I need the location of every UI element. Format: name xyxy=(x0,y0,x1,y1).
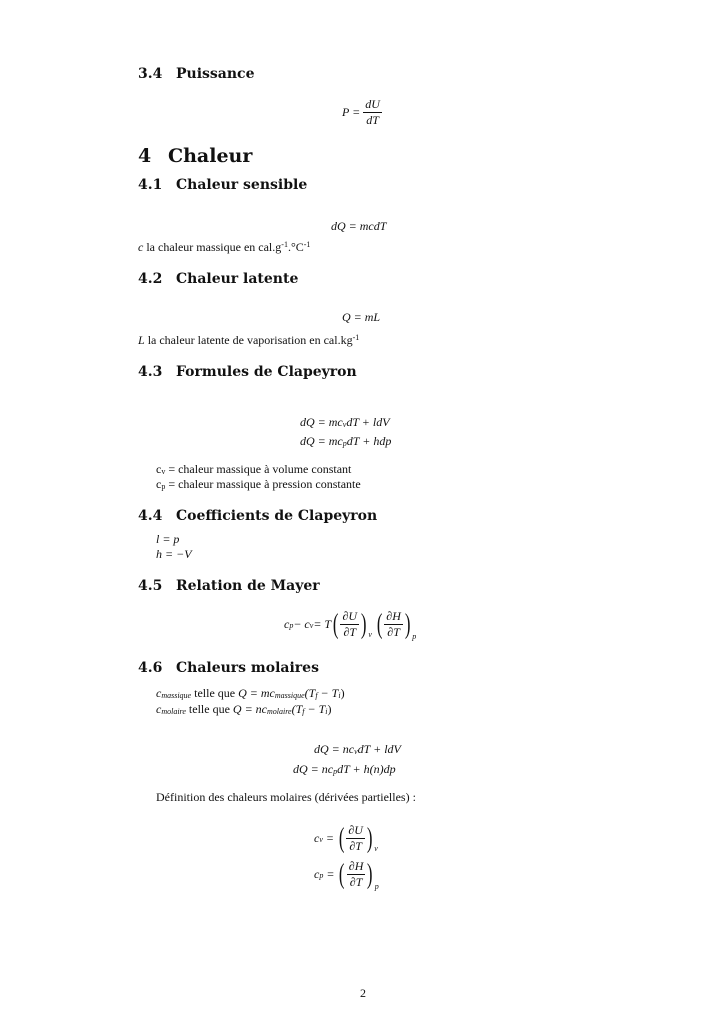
subscript: v xyxy=(161,467,166,476)
section-heading-4 xyxy=(138,145,252,167)
eq-part: (T xyxy=(304,686,316,700)
cv-definition xyxy=(156,462,351,477)
subscript: p xyxy=(333,767,338,776)
variable: c xyxy=(138,240,144,254)
eq-part: dT + ldV xyxy=(357,742,401,756)
subscript: f xyxy=(302,707,305,716)
subscript: massique xyxy=(161,691,192,700)
definition-text: la chaleur latente de vaporisation en cal.kg xyxy=(144,333,353,347)
exponent: -1 xyxy=(352,333,360,342)
unit-text: .°C xyxy=(287,240,304,254)
eq-part: (T xyxy=(291,702,303,716)
section-number: 4.4 xyxy=(138,508,163,524)
variable: c xyxy=(156,477,162,491)
eq-lhs: P = xyxy=(342,105,361,119)
section-heading-4-1 xyxy=(138,177,307,193)
latent-heat-definition xyxy=(138,333,359,348)
subscript: p xyxy=(374,882,379,891)
section-number: 4.2 xyxy=(138,271,163,287)
left-paren: ( xyxy=(376,608,383,640)
eq-part: dT + h(n)dp xyxy=(337,762,396,776)
definition-text: = chaleur massique à pression constante xyxy=(165,477,361,491)
coefficient-h: h = −V xyxy=(156,547,192,561)
mayer-equation xyxy=(284,610,416,639)
section-title: Coefficients de Clapeyron xyxy=(176,508,378,524)
clapeyron-equation-2 xyxy=(300,434,391,449)
subscript: i xyxy=(338,691,341,700)
section-title: Relation de Mayer xyxy=(176,578,320,594)
exponent: -1 xyxy=(303,240,311,249)
section-title: Chaleur xyxy=(168,145,253,167)
subscript: i xyxy=(325,707,328,716)
eq-part: c xyxy=(284,617,290,631)
section-number: 4.5 xyxy=(138,578,163,594)
subscript: v xyxy=(342,420,347,429)
power-equation xyxy=(342,98,382,127)
numerator: ∂U xyxy=(348,823,363,837)
cp-definition xyxy=(156,477,361,492)
subscript: molaire xyxy=(161,707,186,716)
fraction xyxy=(384,610,403,639)
section-title: Puissance xyxy=(176,66,255,82)
subscript: v xyxy=(309,621,314,630)
numerator: ∂H xyxy=(348,859,364,873)
sensible-heat-definition xyxy=(138,240,310,255)
definition-text: la chaleur massique en cal.g xyxy=(143,240,282,254)
subscript: p xyxy=(319,871,324,880)
subscript: f xyxy=(315,691,318,700)
eq-part: dQ = nc xyxy=(314,742,355,756)
eq-part: c xyxy=(314,867,320,881)
subscript: v xyxy=(319,835,323,844)
c-massique-definition xyxy=(156,686,345,701)
definition-text: telle que xyxy=(191,686,239,700)
subscript: v xyxy=(374,844,378,853)
cp-partial-equation: c $_p$ = ( $\frac{\partial H}{\partial T}$ ) $_p$ xyxy=(314,858,379,891)
eq-part: dT + hdp xyxy=(346,434,392,448)
coefficient-l: l = p xyxy=(156,532,180,546)
denominator: ∂T xyxy=(343,625,357,639)
numerator: ∂U xyxy=(342,609,358,623)
section-heading-4-6 xyxy=(138,660,319,676)
right-paren: ) xyxy=(366,822,373,854)
eq-part: ) xyxy=(327,702,332,716)
section-number: 4.3 xyxy=(138,364,163,380)
sensible-heat-equation: dQ = mcdT xyxy=(331,219,387,233)
variable: c xyxy=(156,462,162,476)
section-number: 4.6 xyxy=(138,660,163,676)
eq-part: − c xyxy=(293,617,310,631)
section-heading-3-4 xyxy=(138,66,254,82)
eq-part: c xyxy=(314,831,320,845)
eq-part: dQ = mc xyxy=(300,415,343,429)
eq-part: dQ = nc xyxy=(293,762,334,776)
variable: c xyxy=(156,702,162,716)
denominator: ∂T xyxy=(349,875,363,889)
subscript: v xyxy=(368,630,372,639)
variable: c xyxy=(156,686,162,700)
definition-text: = chaleur massique à volume constant xyxy=(165,462,352,476)
c-molaire-definition xyxy=(156,702,332,717)
eq-part: ) xyxy=(340,686,345,700)
subscript: p xyxy=(412,632,417,641)
fraction xyxy=(340,610,359,639)
section-number: 4 xyxy=(138,145,152,167)
subscript: massique xyxy=(274,691,305,700)
right-paren: ) xyxy=(360,608,367,640)
eq-part: − T xyxy=(317,686,339,700)
subscript: p xyxy=(161,482,166,491)
molar-equation-2 xyxy=(293,762,396,777)
eq-part: Q = nc xyxy=(232,702,267,716)
eq-part: = T xyxy=(313,617,332,631)
clapeyron-equation-1 xyxy=(300,415,390,430)
subscript: molaire xyxy=(267,707,292,716)
molar-equation-1 xyxy=(314,742,401,757)
page-number: 2 xyxy=(360,986,366,1000)
latent-heat-equation: Q = mL xyxy=(342,310,381,324)
variable: L xyxy=(138,333,145,347)
molar-definition-text: Définition des chaleurs molaires (dérivées partielles) : xyxy=(156,790,416,804)
subscript: p xyxy=(342,439,347,448)
cv-partial-equation: c $_v$ = ( $\frac{\partial U}{\partial T}$ ) $_v$ xyxy=(314,822,378,854)
section-number: 4.1 xyxy=(138,177,163,193)
exponent: -1 xyxy=(281,240,288,249)
left-paren: ( xyxy=(338,822,345,854)
section-heading-4-2 xyxy=(138,271,298,287)
fraction xyxy=(346,824,365,853)
denominator: ∂T xyxy=(387,625,400,639)
eq-part: − T xyxy=(304,702,326,716)
right-paren: ) xyxy=(367,858,373,890)
eq-part: dQ = mc xyxy=(300,434,343,448)
fraction xyxy=(363,98,382,127)
eq-part: dT + ldV xyxy=(346,415,390,429)
numerator: ∂H xyxy=(386,609,401,623)
right-paren: ) xyxy=(404,608,411,640)
section-title: Chaleurs molaires xyxy=(176,660,319,676)
section-heading-4-5 xyxy=(138,578,320,594)
section-heading-4-4 xyxy=(138,508,377,524)
section-number: 3.4 xyxy=(138,66,163,82)
denominator: dT xyxy=(366,113,379,127)
section-title: Chaleur latente xyxy=(176,271,299,287)
fraction xyxy=(347,860,366,889)
section-title: Chaleur sensible xyxy=(176,177,308,193)
denominator: ∂T xyxy=(349,839,362,853)
definition-text: telle que xyxy=(185,702,233,716)
section-title: Formules de Clapeyron xyxy=(176,364,357,380)
eq-part: Q = mc xyxy=(238,686,275,700)
left-paren: ( xyxy=(339,858,345,890)
subscript: v xyxy=(354,747,358,756)
section-heading-4-3 xyxy=(138,364,357,380)
subscript: p xyxy=(289,621,294,630)
numerator: dU xyxy=(365,97,380,111)
left-paren: ( xyxy=(332,608,339,640)
